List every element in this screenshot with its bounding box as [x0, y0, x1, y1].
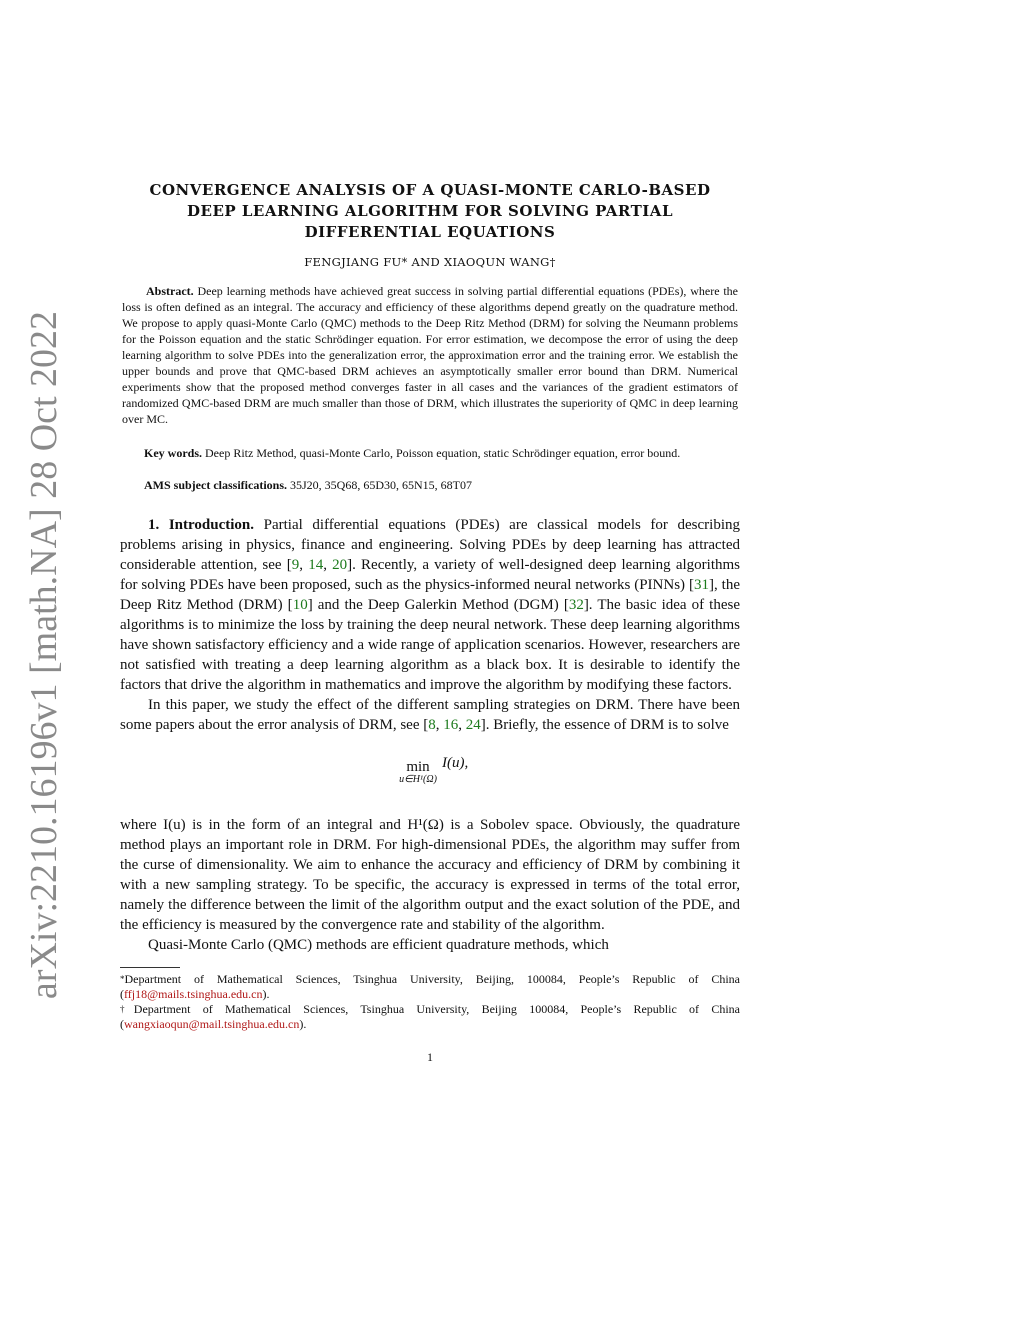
footnote-marker: †: [120, 1004, 134, 1014]
footnote-text: Department of Mathematical Sciences, Tsinghua University, Beijing, 100084, People’s Republic of China (: [120, 972, 740, 1001]
min-text: min: [406, 759, 430, 775]
intro-paragraph-4: Quasi-Monte Carlo (QMC) methods are efficient quadrature methods, which: [148, 937, 609, 953]
footnote-marker: *: [120, 974, 125, 984]
citation-link[interactable]: 32: [568, 597, 584, 613]
intro-paragraph-2: [120, 695, 740, 735]
abstract-text: Deep learning methods have achieved great success in solving partial differential equations (PDEs), where the loss is often defined as an integral. The accuracy and efficiency of these algorithms depend greatly on the quadrature method. We propose to apply quasi-Monte Carlo (QMC) methods to the Deep Ritz Method (DRM) for solving the Neumann problems for the Poisson equation and the static Schrödinger equation. For error estimation, we decompose the error of using the deep learning algorithm to solve PDEs into the generalization error, the approximation error and the training error. We establish the upper bounds and prove that QMC-based DRM achieves an asymptotically smaller error bound than DRM. Numerical experiments show that the proposed method converges faster in all cases and the variances of the gradient estimators of randomized QMC-based DRM are much smaller than those of DRM, which illustrates the superiority of QMC in deep learning over MC.: [122, 284, 739, 426]
display-equation: [120, 757, 740, 797]
text-run: ] and the Deep Galerkin Method (DGM) [: [307, 597, 569, 613]
text-run: ]. Recently, a variety of well-designed deep learning algorithms for solving PDEs have been proposed, such as the physics-informed neural networks (PINNs) [: [120, 557, 740, 593]
email-link[interactable]: ffj18@mails.tsinghua.edu.cn: [124, 987, 263, 1001]
keywords-label: Key words.: [144, 446, 202, 460]
citation-link[interactable]: 14: [308, 557, 324, 573]
footnote-divider: [120, 967, 180, 968]
arxiv-stamp: [14, 310, 74, 1000]
citation-link[interactable]: 24: [465, 717, 481, 733]
citation-link[interactable]: 9: [291, 557, 300, 573]
text-run: ,: [323, 557, 333, 573]
title-line-3: DIFFERENTIAL EQUATIONS: [304, 223, 556, 241]
ams-text: 35J20, 35Q68, 65D30, 65N15, 68T07: [290, 478, 472, 492]
text-run: Partial differential equations (PDEs) are classical models for describing problems arising in physics, finance and engineering. Solving PDEs by deep learning has attracted considerable attention, see [: [120, 517, 740, 573]
footnote-2: [120, 1002, 740, 1032]
citation-link[interactable]: 20: [332, 557, 348, 573]
text-run: ,: [435, 717, 444, 733]
footnote-1: [120, 972, 740, 1002]
text-run: ,: [458, 717, 466, 733]
citation-link[interactable]: 16: [443, 717, 459, 733]
text-run: ]. The basic idea of these algorithms is to minimize the loss by training the deep neural network. These deep learning algorithms have shown satisfactory efficiency and a wide range of application scenarios. However, researchers are not satisfied with treating a deep learning algorithm as a black box. It is desirable to identify the factors that drive the algorithm in mathematics and improve the algorithm by modifying these factors.: [120, 597, 740, 693]
abstract-label: Abstract.: [146, 284, 194, 298]
ams-label: AMS subject classifications.: [144, 478, 287, 492]
footnote-text: Department of Mathematical Sciences, Tsinghua University, Beijing 100084, People’s Republic of China (: [120, 1002, 741, 1031]
title-line-1: CONVERGENCE ANALYSIS OF A QUASI-MONTE CARLO-BASED: [149, 181, 711, 199]
paper-page: [120, 180, 740, 1065]
page-number: 1: [427, 1050, 433, 1064]
arxiv-stamp-text: arXiv:2210.16196v1 [math.NA] 28 Oct 2022: [23, 310, 65, 1000]
keywords-text: Deep Ritz Method, quasi-Monte Carlo, Poisson equation, static Schrödinger equation, error bound.: [205, 446, 681, 460]
text-run: In this paper, we study the effect of the different sampling strategies on DRM. There have been some papers about the error analysis of DRM, see [: [120, 697, 740, 733]
citation-link[interactable]: 31: [693, 577, 709, 593]
keywords: [120, 445, 740, 461]
text-run: ,: [299, 557, 309, 573]
min-subscript: u∈H¹(Ω): [399, 774, 437, 785]
text-run: ]. Briefly, the essence of DRM is to solve: [480, 717, 729, 733]
title-line-2: DEEP LEARNING ALGORITHM FOR SOLVING PARTIAL: [187, 202, 673, 220]
paper-title: [120, 180, 740, 243]
footnote-text: ).: [262, 987, 270, 1001]
citation-link[interactable]: 10: [292, 597, 308, 613]
email-link[interactable]: wangxiaoqun@mail.tsinghua.edu.cn: [124, 1017, 300, 1031]
abstract: [120, 283, 740, 427]
section-heading: 1. Introduction.: [148, 517, 255, 533]
text-run: ], the Deep Ritz Method (DRM) [: [120, 577, 740, 613]
ams-classifications: [120, 477, 740, 493]
min-operator: [388, 759, 448, 785]
intro-paragraph-3: where I(u) is in the form of an integral and H¹(Ω) is a Sobolev space. Obviously, the quadrature method plays an important role in DRM. For high-dimensional PDEs, the algorithm may suffer from the curse of dimensionality. We aim to enhance the accuracy and efficiency of DRM by combining it with a new sampling strategy. To be specific, the accuracy is expressed in terms of the total error, namely the difference between the limit of the algorithm output and the exact solution of the PDE, and the efficiency is measured by the convergence rate and stability of the algorithm.: [120, 817, 740, 933]
objective-function: I(u),: [442, 755, 469, 771]
intro-paragraph-1: [120, 515, 740, 695]
footnote-text: ).: [299, 1017, 307, 1031]
authors: FENGJIANG FU* AND XIAOQUN WANG†: [304, 255, 556, 269]
citation-link[interactable]: 8: [428, 717, 436, 733]
